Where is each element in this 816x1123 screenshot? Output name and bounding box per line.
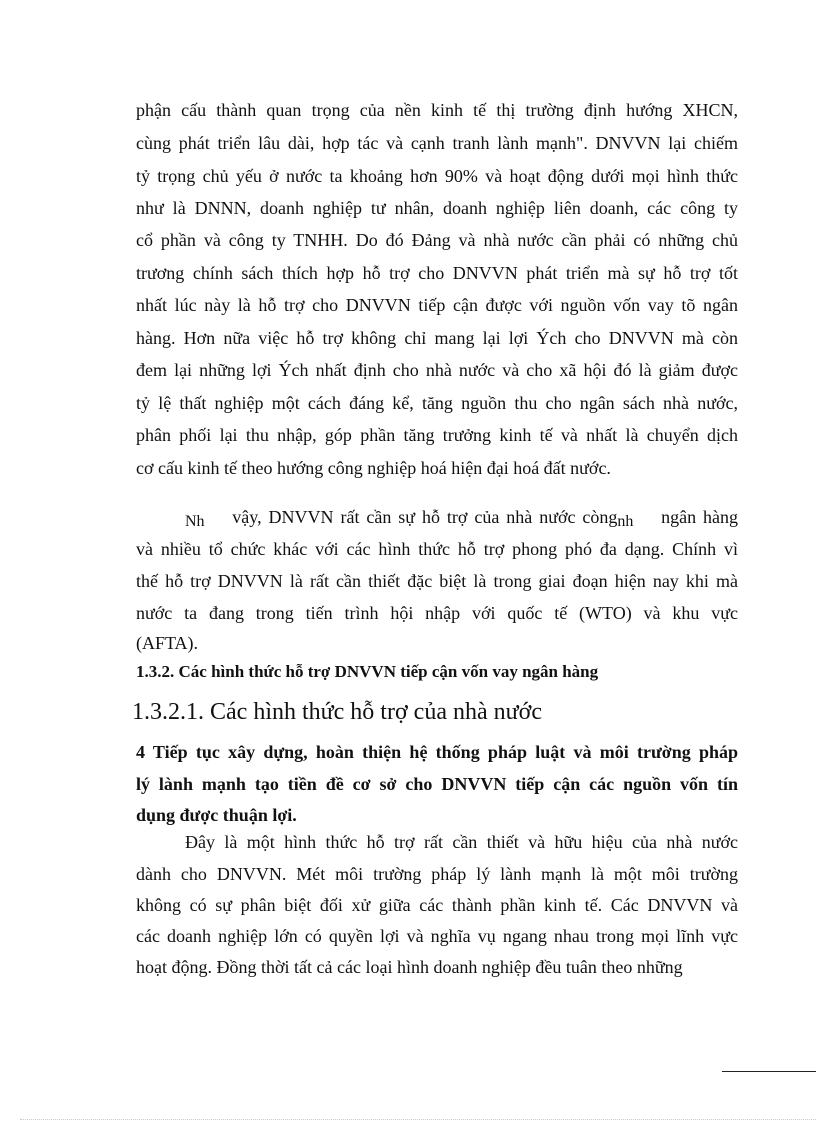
text-fragment: vậy, DNVVN rất cần sự hỗ trợ của nhà nước còng	[232, 507, 618, 527]
paragraph-line: cơ cấu kinh tế theo hướng công nghiệp hoá hiện đại hoá đất nước.	[136, 458, 611, 478]
paragraph-line: các doanh nghiệp lớn có quyền lợi và nghĩa vụ ngang nhau trong mọi lĩnh vực	[136, 926, 738, 946]
paragraph-line: như là DNNN, doanh nghiệp tư nhân, doanh nghiệp liên doanh, các công ty	[136, 198, 738, 218]
paragraph-line: Đây là một hình thức hỗ trợ rất cần thiết và hữu hiệu của nhà nước	[185, 832, 738, 852]
paragraph-line: cổ phần và công ty TNHH. Do đó Đảng và nhà nước cần phải có những chủ	[136, 230, 738, 250]
paragraph-line: cùng phát triển lâu dài, hợp tác và cạnh tranh lành mạnh". DNVVN lại chiếm	[136, 133, 738, 153]
bold-item-line: dụng được thuận lợi.	[136, 805, 297, 825]
paragraph-line: tỷ trọng chủ yếu ở nước ta khoảng hơn 90% và hoạt động dưới mọi hình thức	[136, 166, 738, 186]
page-bottom-border	[20, 1119, 816, 1120]
paragraph-line: tỷ lệ thất nghiệp một cách đáng kể, tăng nguồn thu cho ngân sách nhà nước,	[136, 393, 738, 413]
paragraph-line: phận cấu thành quan trọng của nền kinh tế thị trường định hướng XHCN,	[136, 100, 738, 120]
paragraph-line: và nhiều tổ chức khác với các hình thức hỗ trợ phong phó đa dạng. Chính vì	[136, 539, 738, 559]
paragraph-line: thế hỗ trợ DNVVN là rất cần thiết đặc biệt là trong giai đoạn hiện nay khi mà	[136, 571, 738, 591]
paragraph-line: hàng. Hơn nữa việc hỗ trợ không chỉ mang lại lợi Ých cho DNVVN mà còn	[136, 328, 738, 348]
text-fragment: Nh	[185, 513, 205, 530]
text-fragment: nh	[617, 513, 634, 530]
subsection-heading: 1.3.2.1. Các hình thức hỗ trợ của nhà nước	[132, 699, 542, 725]
paragraph-line: đem lại những lợi Ých nhất định cho nhà nước và cho xã hội đó là giảm được	[136, 360, 738, 380]
section-heading: 1.3.2. Các hình thức hỗ trợ DNVVN tiếp cận vốn vay ngân hàng	[136, 662, 599, 681]
footer-rule	[722, 1071, 816, 1072]
paragraph-first-line	[185, 505, 738, 531]
text-fragment: ngân hàng	[661, 507, 739, 527]
bold-item-line: 4 Tiếp tục xây dựng, hoàn thiện hệ thống pháp luật và môi trường pháp	[136, 742, 738, 762]
paragraph-line: (AFTA).	[136, 633, 199, 653]
paragraph-line: nhất lúc này là hỗ trợ cho DNVVN tiếp cận được với nguồn vốn vay tõ ngân	[136, 295, 738, 315]
paragraph-line: trương chính sách thích hợp hỗ trợ cho DNVVN phát triển mà sự hỗ trợ tốt	[136, 263, 738, 283]
bold-item-line: lý lành mạnh tạo tiền đề cơ sở cho DNVVN tiếp cận các nguồn vốn tín	[136, 774, 738, 794]
paragraph-line: nước ta đang trong tiến trình hội nhập với quốc tế (WTO) và khu vực	[136, 603, 738, 623]
paragraph-line: hoạt động. Đồng thời tất cả các loại hình doanh nghiệp đều tuân theo những	[136, 957, 683, 977]
paragraph-line: dành cho DNVVN. Mét môi trường pháp lý lành mạnh là một môi trường	[136, 864, 738, 884]
paragraph-line: không có sự phân biệt đối xử giữa các thành phần kinh tế. Các DNVVN và	[136, 895, 738, 915]
paragraph-line: phân phối lại thu nhập, góp phần tăng trưởng kinh tế và nhất là chuyển dịch	[136, 425, 738, 445]
